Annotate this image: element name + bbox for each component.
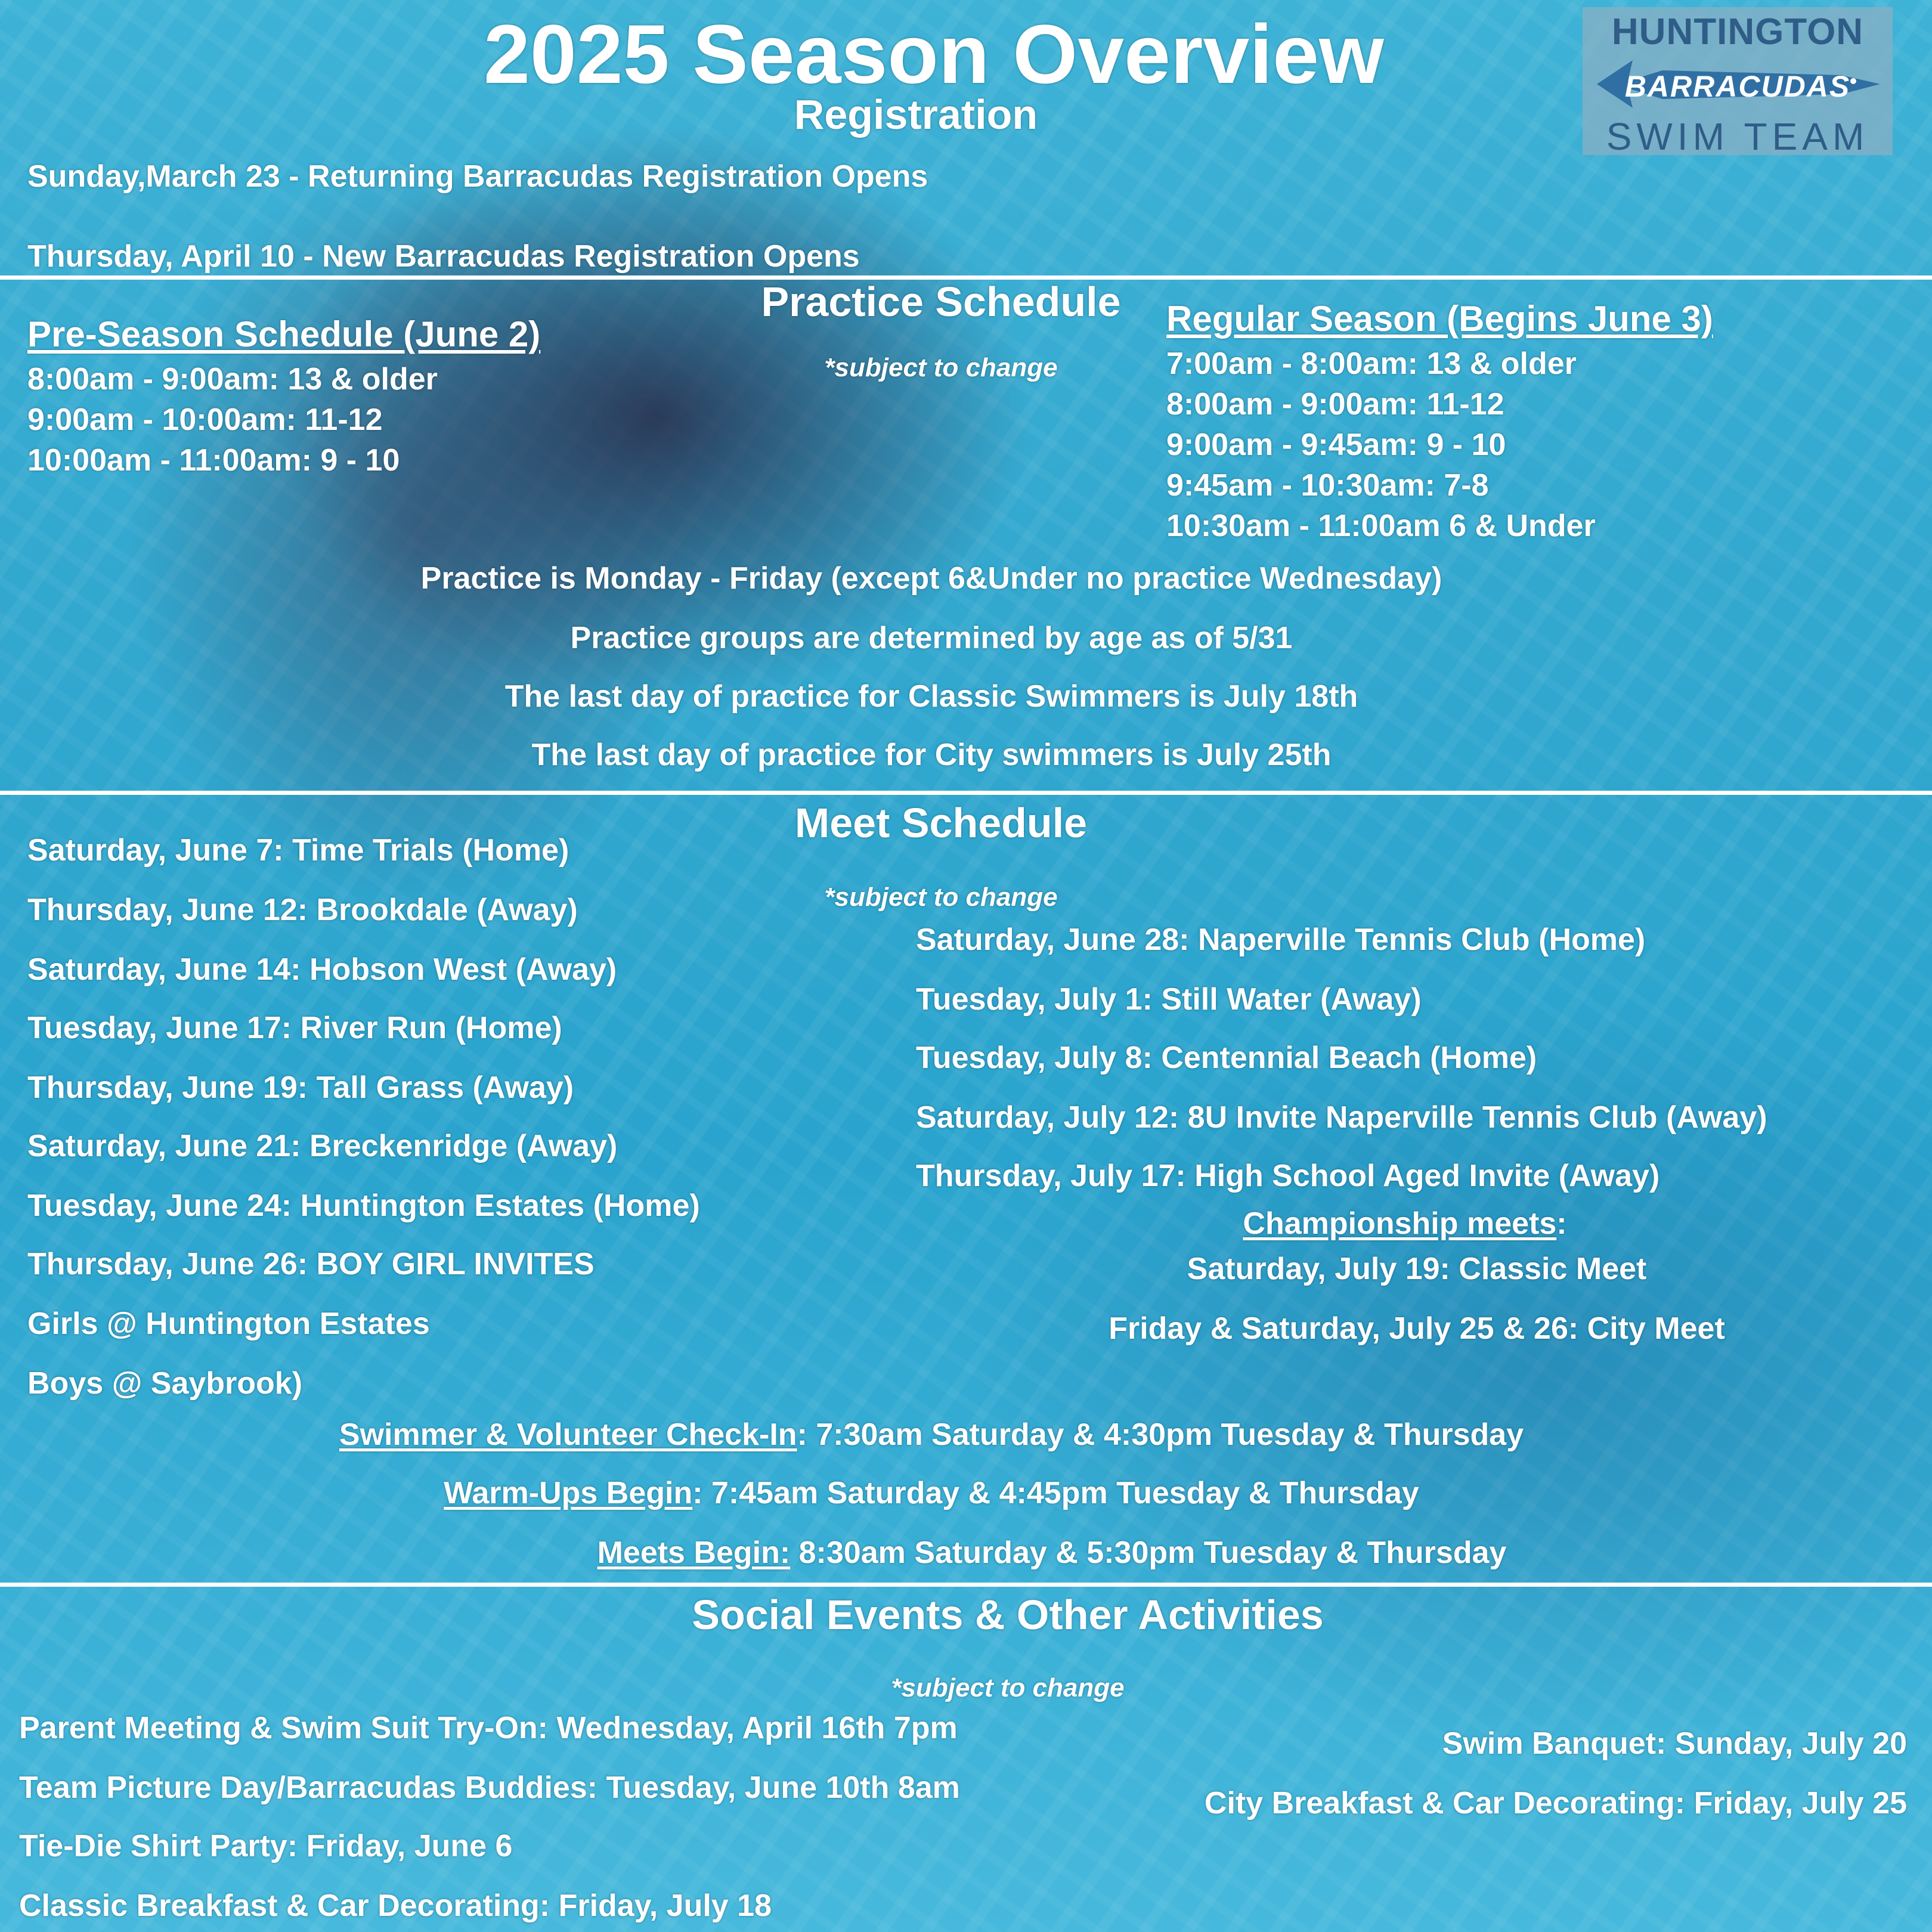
meet-item: Thursday, June 19: Tall Grass (Away) <box>27 1070 574 1105</box>
meet-time-value: 8:30am Saturday & 5:30pm Tuesday & Thursday <box>790 1535 1507 1570</box>
meet-item: Tuesday, June 17: River Run (Home) <box>27 1011 562 1045</box>
regular-season-item: 9:00am - 9:45am: 9 - 10 <box>1166 428 1506 462</box>
practice-note: *subject to change <box>824 353 1058 382</box>
section-divider <box>0 791 1932 795</box>
regular-season-heading: Regular Season (Begins June 3) <box>1166 299 1713 339</box>
meet-time-line <box>339 1417 1524 1453</box>
practice-info: The last day of practice for City swimmers is July 25th <box>531 738 1332 772</box>
registration-heading: Registration <box>794 91 1038 138</box>
practice-info: The last day of practice for Classic Swimmers is July 18th <box>504 679 1358 714</box>
meet-item: Boys @ Saybrook) <box>27 1366 303 1401</box>
social-item: Swim Banquet: Sunday, July 20 <box>1442 1726 1907 1761</box>
championship-item: Friday & Saturday, July 25 & 26: City Meet <box>1109 1311 1725 1346</box>
meet-time-line <box>597 1535 1507 1571</box>
meet-item: Saturday, June 28: Naperville Tennis Club (Home) <box>916 922 1646 957</box>
page-title: 2025 Season Overview <box>484 7 1384 101</box>
meet-item: Thursday, June 26: BOY GIRL INVITES <box>27 1247 595 1281</box>
meet-item: Tuesday, July 1: Still Water (Away) <box>916 982 1422 1017</box>
preseason-item: 8:00am - 9:00am: 13 & older <box>27 362 438 397</box>
social-note: *subject to change <box>891 1673 1125 1702</box>
social-item: Classic Breakfast & Car Decorating: Friday, July 18 <box>19 1888 772 1923</box>
meet-time-value: : 7:45am Saturday & 4:45pm Tuesday & Thursday <box>692 1476 1419 1510</box>
logo-middle-text: BARRACUDAS <box>1624 70 1851 103</box>
championship-colon: : <box>1556 1206 1567 1241</box>
practice-info: Practice groups are determined by age as of 5/31 <box>570 621 1293 655</box>
regular-season-item: 10:30am - 11:00am 6 & Under <box>1166 509 1596 543</box>
meet-time-label: Swimmer & Volunteer Check-In <box>339 1417 797 1452</box>
meet-time-line <box>444 1475 1419 1511</box>
logo-top-text: HUNTINGTON <box>1611 11 1864 52</box>
meet-item: Thursday, June 12: Brookdale (Away) <box>27 893 578 927</box>
meet-item: Saturday, June 14: Hobson West (Away) <box>27 952 617 987</box>
practice-heading: Practice Schedule <box>761 278 1121 325</box>
meet-item: Tuesday, July 8: Centennial Beach (Home) <box>916 1041 1537 1075</box>
regular-season-item: 8:00am - 9:00am: 11-12 <box>1166 387 1504 422</box>
practice-info: Practice is Monday - Friday (except 6&Under no practice Wednesday) <box>420 561 1442 596</box>
registration-item: Sunday,March 23 - Returning Barracudas Registration Opens <box>27 159 928 194</box>
registration-item: Thursday, April 10 - New Barracudas Registration Opens <box>27 239 860 274</box>
meet-item: Saturday, July 12: 8U Invite Naperville Tennis Club (Away) <box>916 1100 1767 1135</box>
social-heading: Social Events & Other Activities <box>692 1592 1324 1638</box>
meet-item: Girls @ Huntington Estates <box>27 1306 430 1341</box>
meet-item: Tuesday, June 24: Huntington Estates (Home) <box>27 1188 700 1223</box>
section-divider <box>0 1583 1932 1587</box>
meet-item: Thursday, July 17: High School Aged Invite (Away) <box>916 1159 1660 1193</box>
meet-item: Saturday, June 21: Breckenridge (Away) <box>27 1129 618 1163</box>
meet-note: *subject to change <box>824 883 1058 912</box>
social-item: Team Picture Day/Barracudas Buddies: Tuesday, June 10th 8am <box>19 1770 960 1805</box>
preseason-item: 9:00am - 10:00am: 11-12 <box>27 402 383 437</box>
social-item: City Breakfast & Car Decorating: Friday, July 25 <box>1204 1786 1907 1820</box>
social-item: Parent Meeting & Swim Suit Try-On: Wednesday, April 16th 7pm <box>19 1711 958 1745</box>
meet-item: Saturday, June 7: Time Trials (Home) <box>27 833 569 868</box>
social-item: Tie-Die Shirt Party: Friday, June 6 <box>19 1829 513 1863</box>
meet-heading: Meet Schedule <box>794 800 1088 846</box>
meet-time-label: Meets Begin: <box>597 1535 791 1570</box>
meet-time-label: Warm-Ups Begin <box>444 1476 693 1510</box>
championship-label: Championship meets <box>1243 1206 1557 1241</box>
preseason-heading: Pre-Season Schedule (June 2) <box>27 314 541 354</box>
logo-bottom-text: SWIM TEAM <box>1606 115 1869 158</box>
championship-item: Saturday, July 19: Classic Meet <box>1187 1252 1647 1286</box>
regular-season-item: 7:00am - 8:00am: 13 & older <box>1166 346 1577 381</box>
preseason-item: 10:00am - 11:00am: 9 - 10 <box>27 443 400 478</box>
championship-heading <box>1243 1206 1566 1241</box>
team-logo <box>1583 7 1893 158</box>
meet-time-value: : 7:30am Saturday & 4:30pm Tuesday & Thursday <box>797 1417 1524 1452</box>
regular-season-item: 9:45am - 10:30am: 7-8 <box>1166 468 1489 503</box>
